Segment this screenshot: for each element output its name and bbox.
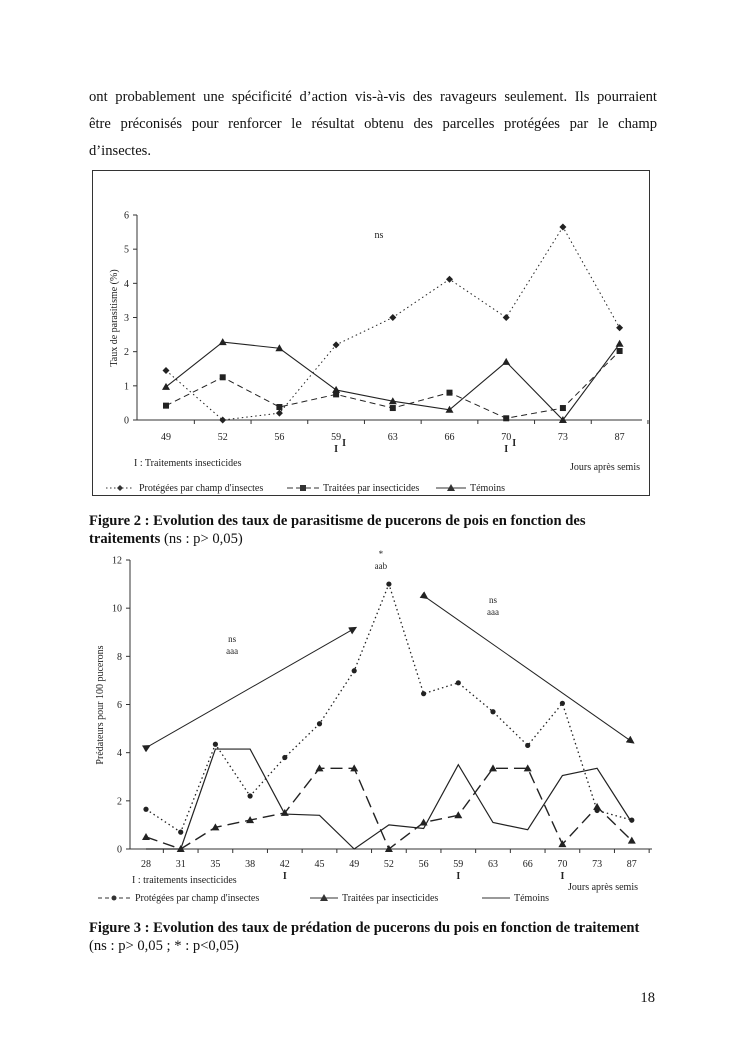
data-point xyxy=(454,811,462,818)
x-tick-label: 56 xyxy=(418,859,429,870)
legend-label-protegees: Protégées par champ d'insectes xyxy=(135,893,260,904)
data-point xyxy=(282,755,287,760)
x-tick-label: 49 xyxy=(349,859,360,870)
legend-label-temoins: Témoins xyxy=(514,893,549,904)
significance-annotation: ns xyxy=(488,595,498,605)
x-tick-label: 45 xyxy=(314,859,325,870)
group-letters-annotation: aaa xyxy=(226,646,239,656)
data-point xyxy=(490,709,495,714)
treatment-mark: I xyxy=(334,444,339,455)
legend-label-protegees: Protégées par champ d'insectes xyxy=(139,483,264,494)
figure-3-chart xyxy=(92,547,660,907)
x-tick-label: 31 xyxy=(175,859,186,870)
group-letters-annotation: aab xyxy=(374,561,388,571)
data-point xyxy=(178,830,183,835)
y-tick-label: 4 xyxy=(124,278,129,290)
y-tick-label: 2 xyxy=(124,347,129,359)
figure-3-caption-note: (ns : p> 0,05 ; * : p<0,05) xyxy=(89,938,239,954)
data-point xyxy=(628,837,636,844)
data-point xyxy=(352,668,357,673)
x-tick-label: 52 xyxy=(383,859,394,870)
figure-3-caption xyxy=(89,919,657,955)
y-axis-label: Taux de parasitisme (%) xyxy=(109,269,120,367)
x-tick-label: 73 xyxy=(557,432,568,443)
x-tick-label: 56 xyxy=(274,432,285,443)
series-line xyxy=(146,749,632,849)
data-point xyxy=(456,680,461,685)
paragraph-line: d’insectes. xyxy=(89,143,152,159)
data-point xyxy=(560,405,566,411)
legend-marker-traitees xyxy=(300,485,306,491)
y-tick-label: 8 xyxy=(117,651,122,663)
treatment-mark: I xyxy=(504,444,509,455)
legend-label-temoins: Témoins xyxy=(470,483,505,494)
legend-label-traitees: Traitées par insecticides xyxy=(323,483,420,494)
y-tick-label: 4 xyxy=(117,748,122,760)
legend-label-traitees: Traitées par insecticides xyxy=(342,893,439,904)
data-point xyxy=(617,348,623,354)
data-point xyxy=(276,404,282,410)
data-point xyxy=(421,691,426,696)
y-tick-label: 1 xyxy=(124,381,129,393)
data-point xyxy=(163,403,169,409)
x-tick-label: 28 xyxy=(141,859,151,870)
x-axis-label: Jours après semis xyxy=(568,882,638,893)
y-tick-label: 2 xyxy=(117,796,122,808)
y-tick-label: 3 xyxy=(124,313,129,324)
trend-arrow xyxy=(150,627,356,745)
figure-2-chart xyxy=(92,170,650,496)
data-point xyxy=(317,721,322,726)
group-letters-annotation: aaa xyxy=(487,607,499,617)
x-tick-label: 59 xyxy=(453,859,464,870)
figure-2-caption-label: Figure 2 : Evolution des taux de parasitisme de pucerons de pois en fonction des traitements xyxy=(89,513,586,547)
legend-marker-protegees xyxy=(112,896,117,901)
x-tick-label: 70 xyxy=(557,859,568,870)
y-tick-label: 6 xyxy=(124,210,129,222)
figure-3-caption-label: Figure 3 : Evolution des taux de prédation de pucerons du pois en fonction de traitement xyxy=(89,920,640,936)
y-tick-label: 0 xyxy=(117,844,122,856)
x-tick-label: 87 xyxy=(614,432,625,443)
intro-paragraph xyxy=(89,84,657,165)
x-tick-label: 35 xyxy=(210,859,221,870)
figure-2-caption-note: (ns : p> 0,05) xyxy=(160,531,243,547)
treatment-legend: I : Traitements insecticides xyxy=(134,458,242,469)
treatment-mark: I xyxy=(282,871,287,882)
data-point xyxy=(447,390,453,396)
treatment-mark: I xyxy=(342,438,347,449)
trend-arrow xyxy=(428,599,634,744)
x-axis-label: Jours après semis xyxy=(570,462,640,473)
data-point xyxy=(142,833,150,840)
page-number: 18 xyxy=(640,990,655,1006)
x-tick-label: 66 xyxy=(444,432,455,443)
series-line xyxy=(146,584,632,832)
data-point xyxy=(503,415,509,421)
significance-annotation: ns xyxy=(228,634,237,644)
data-point xyxy=(525,743,530,748)
x-tick-label: 49 xyxy=(161,432,171,443)
x-tick-label: 63 xyxy=(387,432,398,443)
y-tick-label: 12 xyxy=(112,555,122,567)
y-tick-label: 0 xyxy=(124,415,129,427)
x-tick-label: 38 xyxy=(245,859,256,870)
figure-2-caption xyxy=(89,512,657,548)
significance-annotation: * xyxy=(378,549,384,559)
x-tick-label: 59 xyxy=(331,432,342,443)
paragraph-line: être préconisés pour renforcer le résultat obtenu des parcelles protégées par le champ xyxy=(89,116,657,132)
y-axis-label: Prédateurs pour 100 pucerons xyxy=(95,645,106,765)
data-point xyxy=(220,374,226,380)
treatment-mark: I xyxy=(456,871,461,882)
data-point xyxy=(560,701,565,706)
data-point xyxy=(213,742,218,747)
ns-annotation: ns xyxy=(374,230,384,241)
y-tick-label: 10 xyxy=(112,603,122,615)
treatment-mark: I xyxy=(512,438,517,449)
x-tick-label: 42 xyxy=(279,859,290,870)
y-tick-label: 6 xyxy=(117,700,122,711)
x-tick-label: 87 xyxy=(626,859,637,870)
paragraph-line: ont probablement une spécificité d’action vis-à-vis des ravageurs seulement. Ils pourraient xyxy=(89,89,657,105)
data-point xyxy=(390,405,396,411)
data-point xyxy=(489,764,497,771)
data-point xyxy=(143,807,148,812)
treatment-mark: I xyxy=(560,871,565,882)
x-tick-label: 52 xyxy=(217,432,228,443)
x-tick-label: 66 xyxy=(522,859,533,870)
x-tick-label: 63 xyxy=(488,859,498,870)
x-tick-label: 70 xyxy=(501,432,512,443)
figure-3-svg xyxy=(92,547,660,907)
data-point xyxy=(248,793,253,798)
data-point xyxy=(386,581,391,586)
figure-2-svg xyxy=(92,170,650,496)
y-tick-label: 5 xyxy=(124,244,129,256)
treatment-legend: I : traitements insecticides xyxy=(132,875,237,886)
x-tick-label: 73 xyxy=(592,859,603,870)
legend xyxy=(98,893,549,904)
